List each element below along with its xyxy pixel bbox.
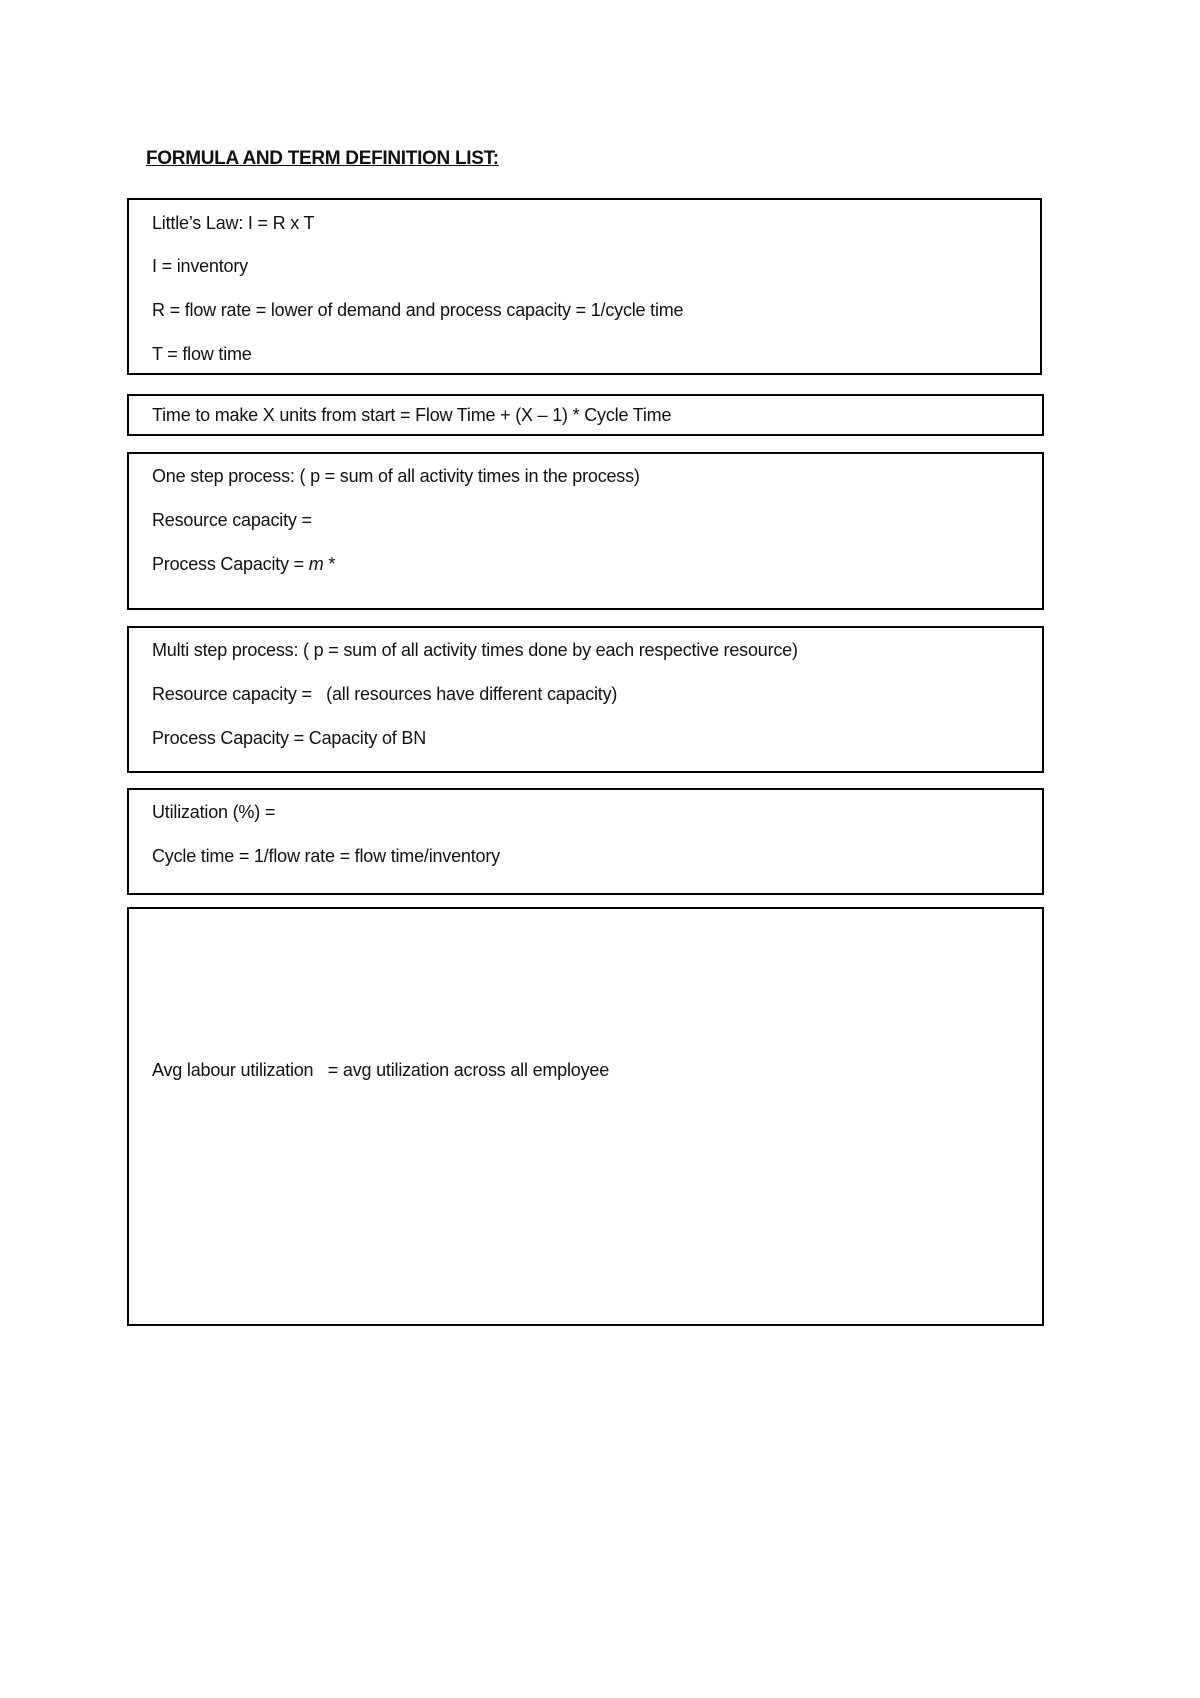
process-capacity-prefix: Process Capacity = <box>152 554 309 574</box>
labour-utilization-box <box>127 907 1044 1326</box>
flow-time-definition: T = flow time <box>152 344 252 364</box>
multi-step-process-heading: Multi step process: ( p = sum of all activity times done by each respective resource) <box>152 640 798 660</box>
one-step-process-capacity <box>152 553 335 575</box>
inventory-definition: I = inventory <box>152 256 248 276</box>
process-capacity-variable: m <box>308 554 324 574</box>
multi-step-process-capacity: Process Capacity = Capacity of BN <box>152 728 427 748</box>
multi-step-process-box <box>127 626 1044 773</box>
one-step-process-heading: One step process: ( p = sum of all activity times in the process) <box>152 466 640 486</box>
littles-law-formula: Little’s Law: I = R x T <box>152 213 315 233</box>
page-title: FORMULA AND TERM DEFINITION LIST: <box>146 148 499 169</box>
one-step-process-box <box>127 452 1044 610</box>
time-to-make-box <box>127 394 1044 436</box>
cycle-time-formula: Cycle time = 1/flow rate = flow time/inventory <box>152 846 500 866</box>
multi-step-resource-capacity: Resource capacity = (all resources have different capacity) <box>152 684 618 704</box>
avg-labour-utilization: Avg labour utilization = avg utilization across all employee <box>152 1060 610 1080</box>
littles-law-box <box>127 198 1042 375</box>
utilization-box <box>127 788 1044 895</box>
utilization-formula: Utilization (%) = <box>152 802 276 822</box>
flow-rate-definition: R = flow rate = lower of demand and process capacity = 1/cycle time <box>152 300 684 320</box>
process-capacity-suffix: * <box>323 554 336 574</box>
one-step-resource-capacity: Resource capacity = <box>152 510 312 530</box>
time-to-make-formula: Time to make X units from start = Flow Time + (X – 1) * Cycle Time <box>152 405 672 425</box>
